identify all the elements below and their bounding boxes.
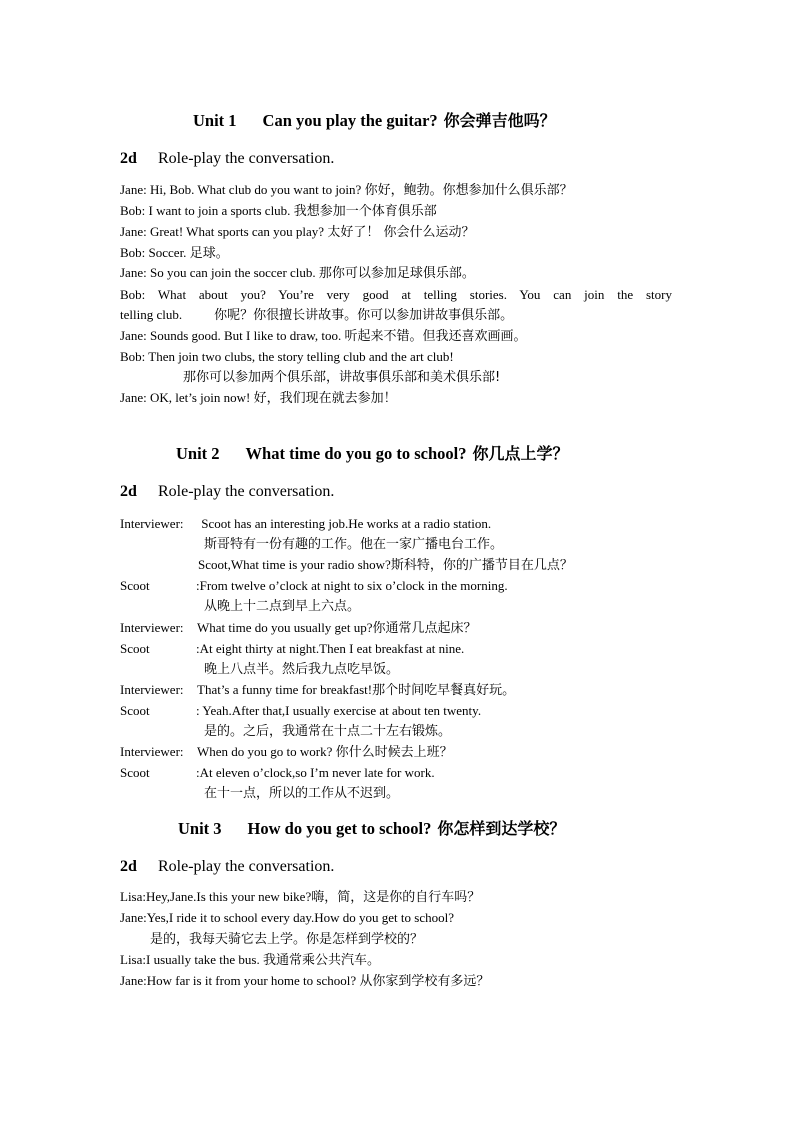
speaker: Scoot	[120, 641, 150, 656]
dialogue-line	[183, 369, 500, 386]
unit2-title-en: What time do you go to school?	[245, 444, 467, 463]
section-code: 2d	[120, 483, 137, 500]
line-cn: 晚上八点半。然后我九点吃早饭。	[204, 662, 400, 677]
line-cn: 太好了！ 你会什么运动？	[327, 225, 475, 240]
line-en: Jane: So you can join the soccer club.	[120, 265, 316, 280]
dialogue-line	[120, 307, 513, 324]
unit3-number: Unit 3	[178, 819, 222, 838]
dialogue-line	[120, 641, 464, 657]
speaker: Interviewer:	[120, 744, 184, 759]
speaker: Interviewer:	[120, 516, 184, 531]
dialogue-line	[120, 765, 435, 781]
dialogue-line	[120, 703, 481, 719]
dialogue-line	[120, 910, 454, 926]
unit1-title-cn: 你会弹吉他吗？	[443, 111, 556, 130]
dialogue-line	[204, 723, 451, 740]
line-en: :At eight thirty at night.Then I eat breakfast at nine.	[196, 641, 465, 656]
line-cn: 你呢？你很擅长讲故事。你可以参加讲故事俱乐部。	[214, 308, 514, 323]
line-en: Jane:Yes,I ride it to school every day.How do you get to school?	[120, 910, 454, 925]
line-cn: 那个时间吃早餐真好玩。	[372, 683, 516, 698]
unit1-section-heading	[120, 150, 334, 168]
speaker: Interviewer:	[120, 682, 184, 697]
dialogue-line	[120, 744, 453, 761]
line-cn: 你好，鲍勃。你想参加什么俱乐部？	[364, 183, 573, 198]
dialogue-line	[120, 889, 480, 906]
line-cn: 斯科特，你的广播节目在几点？	[390, 558, 573, 573]
line-en: When do you go to work?	[197, 744, 333, 759]
dialogue-line	[120, 245, 229, 262]
dialogue-line	[120, 952, 380, 969]
speaker: Scoot	[120, 765, 150, 780]
line-en: Bob: I want to join a sports club.	[120, 203, 291, 218]
unit3-title	[178, 816, 565, 839]
line-en: : Yeah.After that,I usually exercise at about ten twenty.	[196, 703, 482, 718]
dialogue-line	[204, 536, 503, 553]
dialogue-line	[120, 182, 573, 199]
line-cn: 你通常几点起床？	[372, 621, 477, 636]
dialogue-line	[198, 557, 573, 574]
line-cn: 从晚上十二点到早上六点。	[204, 599, 361, 614]
unit3-title-en: How do you get to school?	[247, 819, 432, 838]
speaker: Interviewer:	[120, 620, 184, 635]
dialogue-line	[120, 973, 489, 990]
section-code: 2d	[120, 150, 137, 167]
line-cn: 斯哥特有一份有趣的工作。他在一家广播电台工作。	[204, 537, 504, 552]
speaker: Scoot	[120, 703, 150, 718]
section-title: Role-play the conversation.	[158, 483, 335, 500]
line-en: Lisa:I usually take the bus.	[120, 952, 260, 967]
line-cn: 你什么时候去上班？	[335, 745, 453, 760]
line-cn: 在十一点，所以的工作从不迟到。	[204, 786, 400, 801]
dialogue-line	[120, 203, 437, 220]
line-en: Scoot,What time is your radio show?	[198, 557, 391, 572]
dialogue-line	[204, 598, 360, 615]
unit2-number: Unit 2	[176, 444, 220, 463]
line-en: Jane:How far is it from your home to school?	[120, 973, 357, 988]
line-cn: 是的，我每天骑它去上学。你是怎样到学校的？	[150, 932, 424, 947]
unit1-title	[193, 108, 556, 131]
line-en: telling club.	[120, 307, 183, 322]
line-en: :From twelve o’clock at night to six o’clock in the morning.	[196, 578, 508, 593]
line-cn: 我通常乘公共汽车。	[262, 953, 380, 968]
dialogue-line	[150, 931, 423, 948]
line-en: Jane: Hi, Bob. What club do you want to join?	[120, 182, 362, 197]
line-cn: 那你可以参加足球俱乐部。	[318, 266, 475, 281]
speaker: Scoot	[120, 578, 150, 593]
line-cn: 是的。之后，我通常在十点二十左右锻炼。	[204, 724, 452, 739]
unit1-number: Unit 1	[193, 111, 237, 130]
dialogue-line	[120, 265, 475, 282]
dialogue-line	[120, 287, 672, 303]
line-en: That’s a funny time for breakfast!	[197, 682, 373, 697]
line-cn: 从你家到学校有多远？	[359, 974, 490, 989]
unit1-title-en: Can you play the guitar?	[262, 111, 438, 130]
line-en: Lisa:Hey,Jane.Is this your new bike?	[120, 889, 312, 904]
dialogue-line	[120, 682, 515, 699]
line-en: :At eleven o’clock,so I’m never late for work.	[196, 765, 435, 780]
line-en: What time do you usually get up?	[197, 620, 373, 635]
line-cn: 我想参加一个体育俱乐部	[293, 204, 437, 219]
section-title: Role-play the conversation.	[158, 858, 335, 875]
section-title: Role-play the conversation.	[158, 150, 335, 167]
dialogue-line	[120, 390, 397, 407]
line-en: Jane: Great! What sports can you play?	[120, 224, 325, 239]
line-cn: 足球。	[189, 246, 229, 261]
dialogue-line	[120, 224, 474, 241]
dialogue-line	[204, 785, 399, 802]
unit2-title	[176, 441, 568, 464]
unit2-section-heading	[120, 483, 334, 501]
unit2-title-cn: 你几点上学？	[472, 444, 569, 463]
dialogue-line	[120, 516, 491, 532]
line-cn: 嗨，简，这是你的自行车吗？	[311, 890, 481, 905]
line-en: Bob: Then join two clubs, the story telling club and the art club!	[120, 349, 454, 364]
dialogue-line	[120, 620, 476, 637]
dialogue-line	[120, 578, 508, 594]
line-cn: 那你可以参加两个俱乐部，讲故事俱乐部和美术俱乐部!	[183, 370, 501, 385]
unit3-title-cn: 你怎样到达学校？	[437, 819, 566, 838]
line-en: Bob: Soccer.	[120, 245, 187, 260]
line-en: Bob: What about you? You’re very good at telling stories. You can join the story	[120, 287, 672, 302]
line-en: Scoot has an interesting job.He works at a radio station.	[198, 516, 492, 531]
dialogue-line	[120, 349, 454, 365]
dialogue-line	[120, 328, 527, 345]
unit3-section-heading	[120, 858, 334, 876]
line-cn: 好，我们现在就去参加！	[253, 391, 397, 406]
dialogue-line	[204, 661, 399, 678]
line-en: Jane: Sounds good. But I like to draw, too.	[120, 328, 342, 343]
line-cn: 听起来不错。但我还喜欢画画。	[344, 329, 527, 344]
section-code: 2d	[120, 858, 137, 875]
line-en: Jane: OK, let’s join now!	[120, 390, 251, 405]
